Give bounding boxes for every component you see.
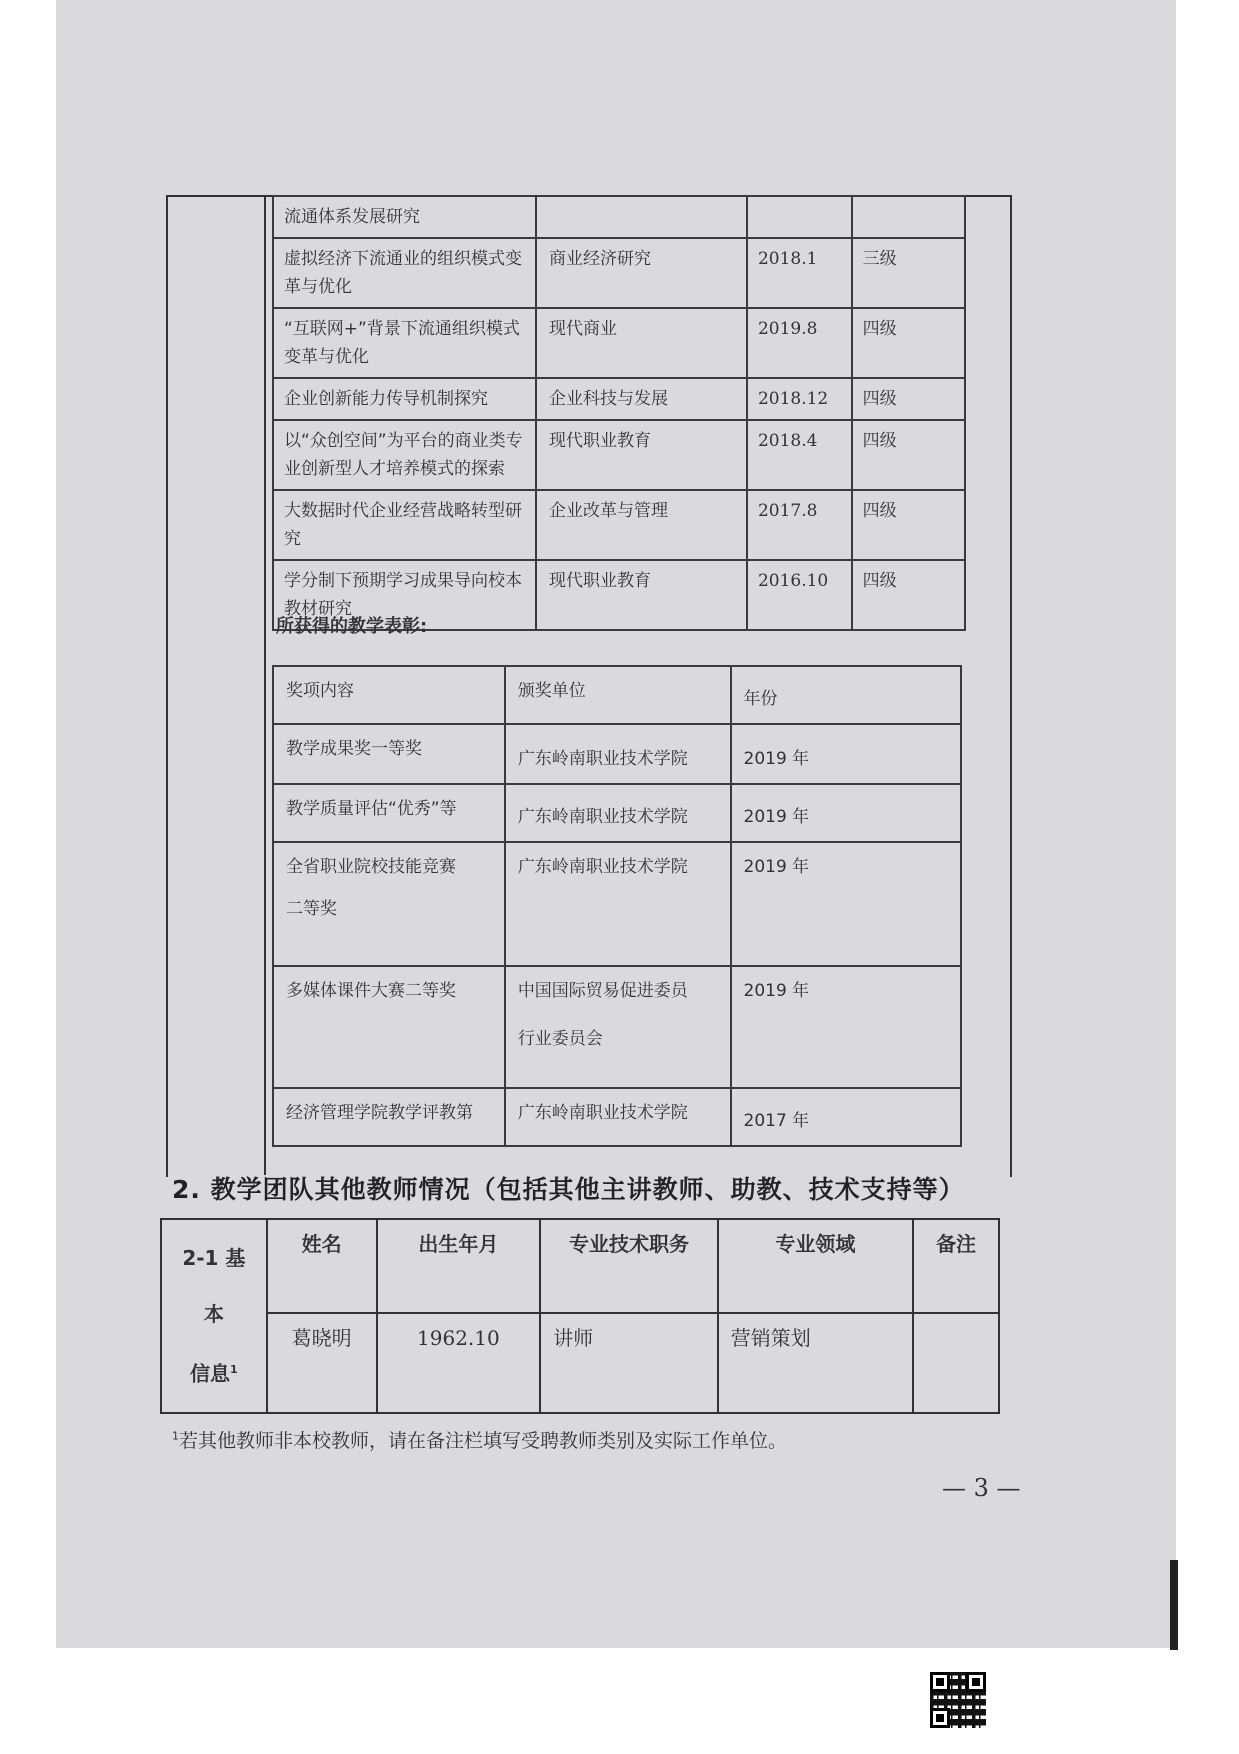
pub-title: 学分制下预期学习成果导向校本教材研究 — [273, 560, 536, 630]
pub-journal: 企业科技与发展 — [536, 378, 747, 420]
pub-level — [852, 196, 965, 238]
award-content: 教学质量评估“优秀”等 — [273, 784, 505, 842]
header-award-year: 年份 — [731, 666, 961, 724]
header-award-content: 奖项内容 — [273, 666, 505, 724]
table-row — [273, 784, 961, 842]
footnote — [172, 1426, 787, 1453]
teacher-title: 讲师 — [540, 1313, 717, 1413]
award-issuer-line1: 中国国际贸易促进委员 — [517, 981, 688, 1001]
table-row — [273, 966, 961, 1088]
pub-journal: 商业经济研究 — [536, 238, 747, 308]
pub-date: 2019.8 — [747, 308, 852, 378]
pub-journal: 现代职业教育 — [536, 560, 747, 630]
award-issuer: 广东岭南职业技术学院 — [505, 784, 731, 842]
pub-journal — [536, 196, 747, 238]
pub-level: 四级 — [852, 560, 965, 630]
award-content: 经济管理学院教学评教第 — [273, 1088, 505, 1146]
pub-title: 大数据时代企业经营战略转型研究 — [273, 490, 536, 560]
pub-journal: 现代商业 — [536, 308, 747, 378]
award-year: 2019 年 — [731, 784, 961, 842]
table-row — [273, 842, 961, 966]
award-content-line1: 全省职业院校技能竞赛 — [286, 857, 456, 877]
award-content: 教学成果奖一等奖 — [273, 724, 505, 784]
table-row — [273, 378, 965, 420]
table-row — [273, 196, 965, 238]
header-name: 姓名 — [267, 1219, 377, 1313]
award-content-line2: 二等奖 — [286, 899, 337, 919]
pub-level: 四级 — [852, 378, 965, 420]
award-issuer: 广东岭南职业技术学院 — [505, 1088, 731, 1146]
header-title: 专业技术职务 — [540, 1219, 717, 1313]
frame-divider — [264, 195, 266, 1175]
basic-info-label — [161, 1219, 267, 1413]
table-row — [161, 1313, 999, 1413]
award-year: 2019 年 — [731, 724, 961, 784]
table-row — [273, 420, 965, 490]
header-birth: 出生年月 — [377, 1219, 541, 1313]
award-year: 2019 年 — [731, 842, 961, 966]
publications-table — [272, 195, 966, 631]
pub-journal: 企业改革与管理 — [536, 490, 747, 560]
teacher-field: 营销策划 — [718, 1313, 913, 1413]
pub-date: 2018.12 — [747, 378, 852, 420]
award-year: 2019 年 — [731, 966, 961, 1088]
basic-info-label-line2: 信息 — [190, 1361, 231, 1386]
awards-table — [272, 665, 962, 1147]
header-note: 备注 — [913, 1219, 999, 1313]
pub-level: 三级 — [852, 238, 965, 308]
page-edge-shadow — [1170, 1560, 1178, 1650]
pub-title: 流通体系发展研究 — [273, 196, 536, 238]
pub-level: 四级 — [852, 490, 965, 560]
pub-title: 以“众创空间”为平台的商业类专业创新型人才培养模式的探索 — [273, 420, 536, 490]
table-row — [273, 724, 961, 784]
table-header-row — [273, 666, 961, 724]
pub-level: 四级 — [852, 308, 965, 378]
teacher-note — [913, 1313, 999, 1413]
pub-date: 2018.1 — [747, 238, 852, 308]
qr-code-icon — [928, 1670, 988, 1730]
award-year: 2017 年 — [731, 1088, 961, 1146]
awards-caption: 所获得的教学表彰: — [276, 616, 428, 637]
pub-date: 2016.10 — [747, 560, 852, 630]
table-row — [273, 238, 965, 308]
header-award-issuer: 颁奖单位 — [505, 666, 731, 724]
section-title: 2. 教学团队其他教师情况（包括其他主讲教师、助教、技术支持等） — [172, 1175, 965, 1204]
award-content: 多媒体课件大赛二等奖 — [273, 966, 505, 1088]
pub-title: 企业创新能力传导机制探究 — [273, 378, 536, 420]
pub-journal: 现代职业教育 — [536, 420, 747, 490]
award-content — [273, 842, 505, 966]
header-field: 专业领域 — [718, 1219, 913, 1313]
table-row — [273, 490, 965, 560]
team-info-table — [160, 1218, 1000, 1414]
award-issuer — [505, 966, 731, 1088]
award-issuer-line2: 行业委员会 — [517, 1029, 603, 1049]
pub-title: “互联网+”背景下流通组织模式变革与优化 — [273, 308, 536, 378]
page-number: — 3 — — [942, 1474, 1021, 1502]
footnote-marker: 1 — [172, 1429, 179, 1443]
footnote-ref: 1 — [230, 1363, 238, 1376]
table-row — [273, 308, 965, 378]
teacher-birth: 1962.10 — [377, 1313, 541, 1413]
award-issuer: 广东岭南职业技术学院 — [505, 724, 731, 784]
table-header-row — [161, 1219, 999, 1313]
footnote-text: 若其他教师非本校教师，请在备注栏填写受聘教师类别及实际工作单位。 — [179, 1430, 788, 1452]
pub-date — [747, 196, 852, 238]
teacher-name: 葛晓明 — [267, 1313, 377, 1413]
pub-title: 虚拟经济下流通业的组织模式变革与优化 — [273, 238, 536, 308]
pub-date: 2017.8 — [747, 490, 852, 560]
pub-date: 2018.4 — [747, 420, 852, 490]
basic-info-label-line1: 2-1 基本 — [182, 1246, 246, 1326]
award-issuer: 广东岭南职业技术学院 — [505, 842, 731, 966]
pub-level: 四级 — [852, 420, 965, 490]
table-row — [273, 1088, 961, 1146]
